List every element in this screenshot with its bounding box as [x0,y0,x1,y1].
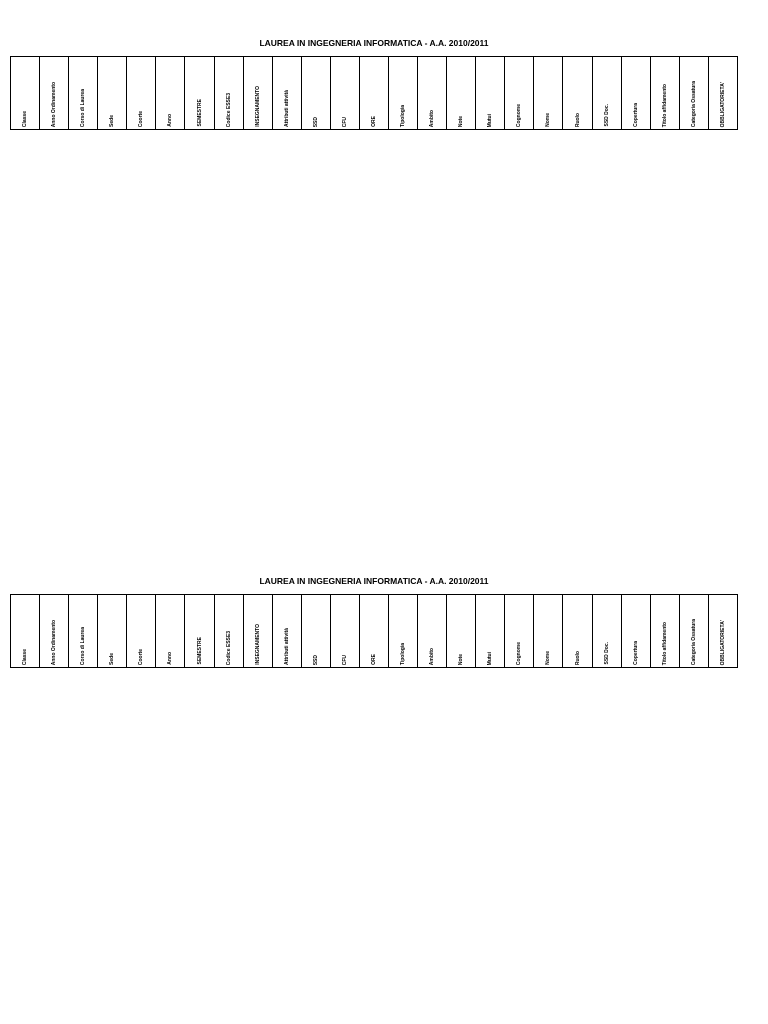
column-header [592,595,621,668]
column-header-label: Mutui [487,651,494,665]
column-header-label: Cognome [516,103,523,127]
column-header-label: SEMESTRE [196,99,203,127]
column-header-label: Corso di Laurea [80,626,87,665]
column-header-label: Attributi attività [283,90,290,127]
column-header [69,57,98,130]
column-header [359,595,388,668]
column-header [156,595,185,668]
column-header-label: Codice ESSE3 [225,630,232,665]
column-header [185,595,214,668]
column-header-label: Titolo affidamento [661,621,668,665]
column-header-label: INSEGNAMENTO [254,624,261,665]
column-header-label: OBBLIGATORIETA' [719,81,726,127]
column-header [301,57,330,130]
column-header [650,57,679,130]
column-header [708,595,737,668]
column-header-label: Classe [22,110,29,127]
column-header-label: CFU [341,116,348,127]
column-header-label: Codice ESSE3 [225,92,232,127]
header-row [11,57,738,130]
column-header [418,57,447,130]
column-header [214,57,243,130]
sheet-2 [10,570,738,668]
column-header-label: Nome [545,651,552,665]
column-header-label: INSEGNAMENTO [254,86,261,127]
column-header-label: ORE [370,654,377,665]
column-header-label: SSD Doc. [603,104,610,127]
column-header-label: Ambito [429,109,436,127]
column-header-label: Ruolo [574,112,581,127]
column-header [272,595,301,668]
column-header-label: Categoria Ossatura [690,618,697,665]
column-header [563,595,592,668]
column-header-label: Ambito [429,647,436,665]
column-header [447,595,476,668]
column-header-label: CFU [341,654,348,665]
column-header [330,595,359,668]
column-header [69,595,98,668]
column-header-label: SSD [312,116,319,127]
column-header-label: Corso di Laurea [80,88,87,127]
column-header-label: Cognome [516,641,523,665]
column-header-label: Note [458,115,465,127]
column-header-label: SEMESTRE [196,637,203,665]
column-header-label: Sede [109,653,116,665]
column-header [98,595,127,668]
column-header-label: Attributi attività [283,628,290,665]
course-table [10,56,738,130]
column-header [127,57,156,130]
header-row [11,595,738,668]
course-table-2 [10,594,738,668]
column-header-label: Ruolo [574,650,581,665]
page-title-2: LAUREA IN INGEGNERIA INFORMATICA - A.A. 2010/2011 [259,576,489,586]
column-header [330,57,359,130]
column-header [11,595,40,668]
column-header [389,595,418,668]
column-header [534,595,563,668]
column-header [301,595,330,668]
column-header [476,595,505,668]
column-header [650,595,679,668]
column-header [708,57,737,130]
column-header-label: Anno [167,652,174,665]
column-header-label: SSD Doc. [603,642,610,665]
column-header-label: Classe [22,648,29,665]
column-header-label: Coorte [138,648,145,665]
column-header-label: Anno [167,114,174,127]
column-header-label: Coorte [138,110,145,127]
column-header [505,595,534,668]
column-header [621,595,650,668]
column-header-label: Note [458,653,465,665]
column-header [214,595,243,668]
column-header-label: Tipologia [400,642,407,665]
column-header [127,595,156,668]
column-header [447,57,476,130]
column-header [243,57,272,130]
column-header [272,57,301,130]
column-header [679,595,708,668]
column-header [621,57,650,130]
column-header [563,57,592,130]
column-header-label: OBBLIGATORIETA' [719,619,726,665]
column-header [534,57,563,130]
column-header [418,595,447,668]
column-header-label: SSD [312,654,319,665]
column-header [40,595,69,668]
column-header [359,57,388,130]
column-header [476,57,505,130]
column-header-label: Categoria Ossatura [690,80,697,127]
column-header [679,57,708,130]
sheet-1 [10,0,738,130]
column-header-label: Anno Ordinamento [51,81,58,127]
column-header-label: Sede [109,115,116,127]
column-header-label: Tipologia [400,104,407,127]
column-header [592,57,621,130]
column-header [185,57,214,130]
column-header [40,57,69,130]
column-header-label: Copertura [632,103,639,127]
column-header-label: Nome [545,113,552,127]
column-header-label: Anno Ordinamento [51,619,58,665]
column-header [98,57,127,130]
column-header [243,595,272,668]
column-header [389,57,418,130]
column-header-label: ORE [370,116,377,127]
column-header-label: Titolo affidamento [661,83,668,127]
column-header [11,57,40,130]
column-header [156,57,185,130]
column-header-label: Mutui [487,113,494,127]
page-title: LAUREA IN INGEGNERIA INFORMATICA - A.A. 2010/2011 [259,38,489,48]
column-header-label: Copertura [632,641,639,665]
column-header [505,57,534,130]
